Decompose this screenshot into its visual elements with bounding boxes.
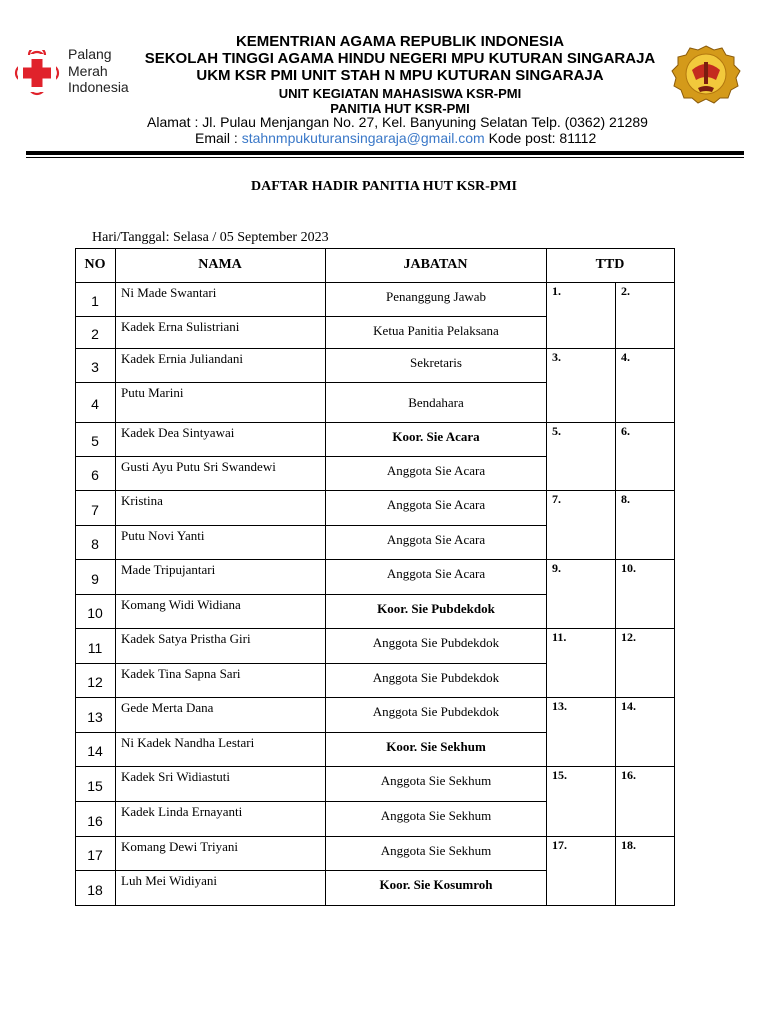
signature-slot: 4. bbox=[621, 350, 630, 364]
row-name: Kadek Sri Widiastuti bbox=[121, 769, 231, 784]
row-name: Ni Made Swantari bbox=[121, 285, 217, 300]
signature-slot: 14. bbox=[621, 699, 636, 713]
signature-slot: 5. bbox=[552, 424, 561, 438]
row-number: 15 bbox=[87, 777, 103, 794]
letterhead-unit: UKM KSR PMI UNIT STAH N MPU KUTURAN SINGARAJA bbox=[196, 67, 604, 84]
row-position: Anggota Sie Acara bbox=[386, 497, 486, 512]
table-border-horizontal bbox=[75, 766, 675, 767]
table-border-horizontal bbox=[75, 594, 547, 595]
row-position: Anggota Sie Acara bbox=[386, 463, 486, 478]
letterhead-divider-thin bbox=[26, 157, 744, 158]
row-position: Koor. Sie Kosumroh bbox=[379, 877, 493, 892]
header-ttd: TTD bbox=[595, 257, 625, 272]
signature-slot: 2. bbox=[621, 284, 630, 298]
row-number: 6 bbox=[91, 467, 99, 483]
row-position: Bendahara bbox=[408, 395, 464, 410]
row-name: Kadek Satya Pristha Giri bbox=[121, 631, 251, 646]
table-border-vertical bbox=[546, 248, 547, 906]
table-border-vertical bbox=[325, 248, 326, 906]
row-name: Kadek Tina Sapna Sari bbox=[121, 666, 241, 681]
signature-slot: 16. bbox=[621, 768, 636, 782]
signature-slot: 18. bbox=[621, 838, 636, 852]
letterhead-address: Alamat : Jl. Pulau Menjangan No. 27, Kel. Banyuning Selatan Telp. (0362) 21289 bbox=[147, 114, 648, 130]
row-name: Gede Merta Dana bbox=[121, 700, 214, 715]
signature-slot: 17. bbox=[552, 838, 567, 852]
institution-seal-icon bbox=[670, 44, 742, 104]
table-border-horizontal bbox=[75, 836, 675, 837]
table-border-horizontal bbox=[75, 732, 547, 733]
signature-slot: 3. bbox=[552, 350, 561, 364]
letterhead-divider-thick bbox=[26, 151, 744, 155]
table-border-horizontal bbox=[75, 905, 675, 906]
table-border-vertical bbox=[75, 248, 76, 906]
row-name: Kadek Dea Sintyawai bbox=[121, 425, 235, 440]
pmi-logo-line: Indonesia bbox=[68, 79, 129, 95]
row-position: Sekretaris bbox=[410, 355, 462, 370]
header-jabatan: JABATAN bbox=[403, 257, 468, 272]
row-number: 2 bbox=[91, 326, 99, 342]
row-number: 17 bbox=[87, 847, 103, 863]
row-number: 18 bbox=[87, 881, 103, 898]
signature-slot: 10. bbox=[621, 561, 636, 575]
table-border-horizontal bbox=[75, 663, 547, 664]
row-position: Anggota Sie Sekhum bbox=[380, 773, 492, 788]
row-number: 10 bbox=[87, 605, 103, 621]
table-border-horizontal bbox=[75, 559, 675, 560]
table-border-vertical bbox=[115, 248, 116, 906]
letterhead-contact bbox=[195, 130, 695, 146]
row-name: Komang Widi Widiana bbox=[121, 597, 241, 612]
table-border-horizontal bbox=[75, 456, 547, 457]
document-title: DAFTAR HADIR PANITIA HUT KSR-PMI bbox=[250, 179, 517, 194]
date-line: Hari/Tanggal: Selasa / 05 September 2023 bbox=[92, 230, 329, 245]
signature-slot: 6. bbox=[621, 424, 630, 438]
table-border-horizontal bbox=[75, 348, 675, 349]
row-number: 12 bbox=[87, 674, 103, 690]
table-border-horizontal bbox=[75, 525, 547, 526]
row-number: 3 bbox=[91, 359, 99, 375]
red-cross-icon bbox=[14, 50, 60, 96]
table-border-horizontal bbox=[75, 316, 547, 317]
pmi-logo-line: Merah bbox=[68, 62, 108, 79]
row-name: Kadek Ernia Juliandani bbox=[121, 351, 244, 366]
signature-slot: 11. bbox=[552, 630, 567, 644]
email-label: Email : bbox=[195, 130, 242, 146]
table-border-horizontal bbox=[75, 870, 547, 871]
row-number: 8 bbox=[91, 536, 99, 552]
row-position: Anggota Sie Pubdekdok bbox=[372, 670, 500, 685]
row-number: 16 bbox=[87, 812, 103, 829]
row-position: Anggota Sie Pubdekdok bbox=[372, 635, 500, 650]
signature-slot: 8. bbox=[621, 492, 630, 506]
row-position: Anggota Sie Pubdekdok bbox=[372, 704, 500, 719]
signature-slot: 12. bbox=[621, 630, 636, 644]
row-name: Gusti Ayu Putu Sri Swandewi bbox=[121, 459, 276, 474]
letterhead-committee: PANITIA HUT KSR-PMI bbox=[330, 101, 470, 116]
table-border-vertical bbox=[615, 282, 616, 906]
row-position: Anggota Sie Sekhum bbox=[380, 808, 492, 823]
row-position: Ketua Panitia Pelaksana bbox=[373, 323, 499, 338]
row-number: 7 bbox=[91, 501, 99, 518]
signature-slot: 15. bbox=[552, 768, 567, 782]
table-border-horizontal bbox=[75, 697, 675, 698]
table-border-horizontal bbox=[75, 248, 675, 249]
row-name: Kadek Linda Ernayanti bbox=[121, 804, 243, 819]
header-no: NO bbox=[84, 257, 106, 272]
table-border-horizontal bbox=[75, 801, 547, 802]
row-name: Ni Kadek Nandha Lestari bbox=[121, 735, 255, 750]
table-border-horizontal bbox=[75, 282, 675, 283]
row-position: Anggota Sie Sekhum bbox=[380, 843, 492, 858]
header-nama: NAMA bbox=[198, 257, 242, 272]
table-border-horizontal bbox=[75, 628, 675, 629]
letterhead-institution: SEKOLAH TINGGI AGAMA HINDU NEGERI MPU KUTURAN SINGARAJA bbox=[144, 50, 656, 67]
table-border-horizontal bbox=[75, 422, 675, 423]
letterhead-ministry: KEMENTRIAN AGAMA REPUBLIK INDONESIA bbox=[235, 33, 565, 50]
pmi-logo-text bbox=[68, 46, 129, 96]
row-name: Komang Dewi Triyani bbox=[121, 839, 238, 854]
row-number: 14 bbox=[87, 743, 103, 759]
row-position: Koor. Sie Acara bbox=[392, 429, 480, 444]
row-name: Kristina bbox=[121, 493, 163, 508]
row-number: 9 bbox=[91, 570, 99, 587]
row-name: Kadek Erna Sulistriani bbox=[121, 319, 240, 334]
row-name: Putu Marini bbox=[121, 385, 184, 400]
table-border-horizontal bbox=[75, 382, 547, 383]
row-name: Putu Novi Yanti bbox=[121, 528, 205, 543]
pmi-logo-line: Palang bbox=[68, 46, 112, 62]
row-number: 11 bbox=[87, 639, 103, 656]
row-position: Koor. Sie Pubdekdok bbox=[377, 601, 495, 616]
row-number: 5 bbox=[91, 433, 99, 449]
row-name: Luh Mei Widiyani bbox=[121, 873, 218, 888]
row-number: 4 bbox=[91, 396, 99, 412]
signature-slot: 7. bbox=[552, 492, 561, 506]
table-border-vertical bbox=[674, 248, 675, 906]
row-position: Koor. Sie Sekhum bbox=[386, 739, 486, 754]
row-number: 1 bbox=[91, 293, 99, 309]
table-border-horizontal bbox=[75, 490, 675, 491]
row-position: Anggota Sie Acara bbox=[386, 532, 486, 547]
row-number: 13 bbox=[87, 708, 103, 725]
postcode: Kode post: 81112 bbox=[488, 130, 597, 146]
email-link[interactable]: stahnmpukuturansingaraja@gmail.com bbox=[241, 130, 485, 146]
signature-slot: 9. bbox=[552, 561, 561, 575]
row-position: Anggota Sie Acara bbox=[386, 566, 486, 581]
letterhead-ukm: UNIT KEGIATAN MAHASISWA KSR-PMI bbox=[278, 86, 522, 101]
row-name: Made Tripujantari bbox=[121, 562, 216, 577]
row-position: Penanggung Jawab bbox=[385, 289, 486, 304]
signature-slot: 13. bbox=[552, 699, 567, 713]
signature-slot: 1. bbox=[552, 284, 561, 298]
